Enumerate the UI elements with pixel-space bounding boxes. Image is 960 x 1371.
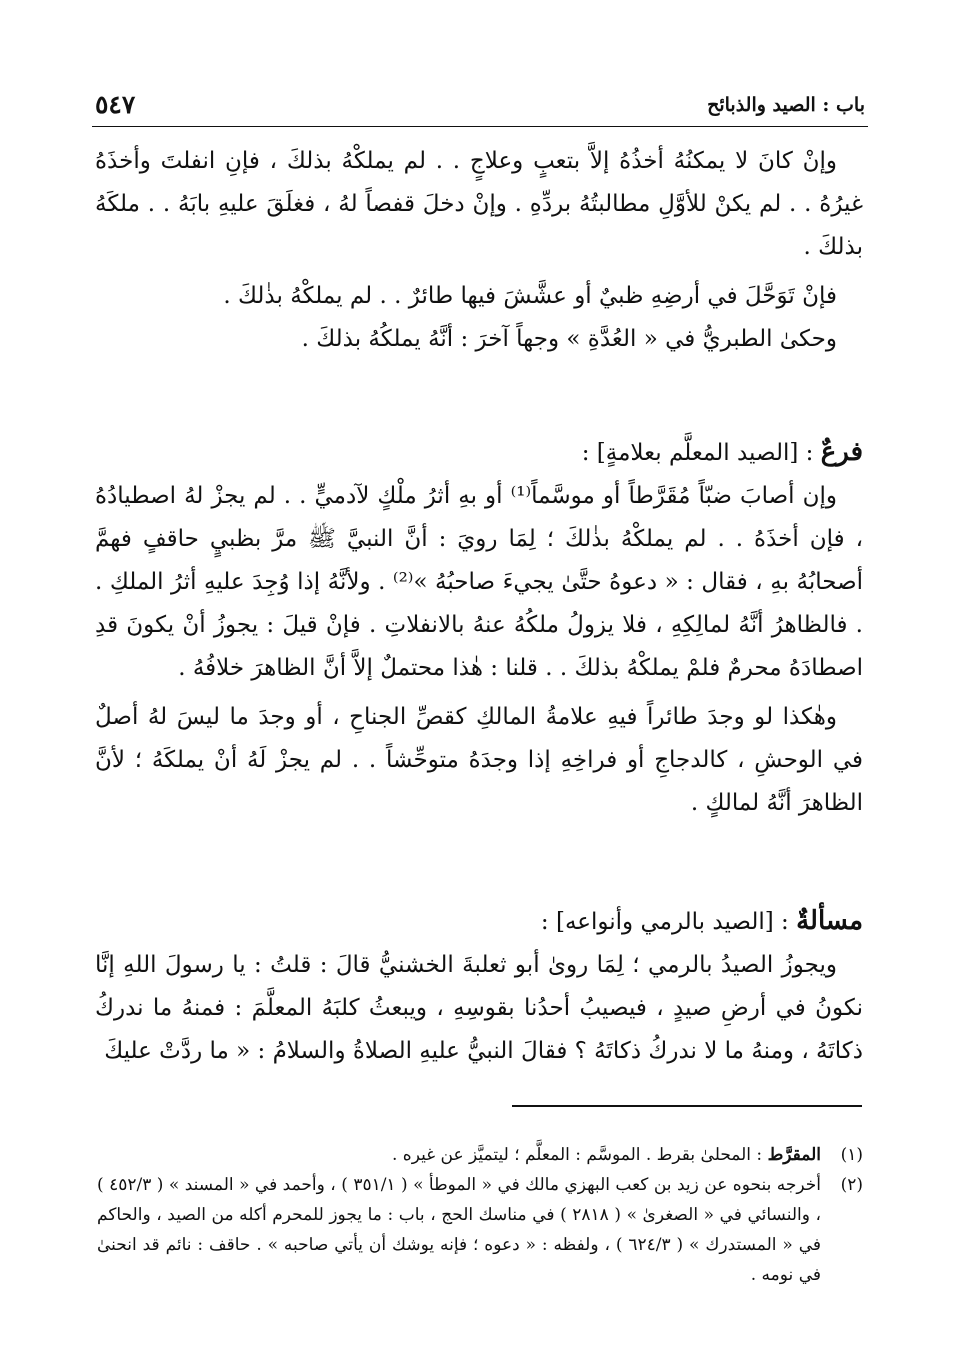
heading-text: : [الصيد المعلَّم بعلامةٍ] :	[581, 440, 821, 466]
heading-keyword: فرعٌ	[820, 437, 863, 467]
footnote-body: أخرجه بنحوه عن زيد بن كعب البهزي مالك في « الموطأ » ( ٣٥١/١ ) ، وأحمد في « المسند » ( ٤٥٢/٣ ) ، والنسائي في « الصغرىٰ » ( ٢٨١٨ ) في مناسك الحج ، باب : ما يجوز للمحرم أكله من الصيد ، والحاكم في « المستدرك » ( ٦٢٤/٣ ) ، ولفظه : « دعوه ؛ فإنه يوشك أن يأتي صاحبه » . حاقف : نائم قد انحنىٰ في نومه .	[97, 1175, 822, 1285]
paragraph: وهٰكذا لو وجدَ طائراً فيهِ علامةُ المالكِ كقصِّ الجناحِ ، أو وجدَ ما ليسَ لهُ أصلٌ في الوحشِ ، كالدجاجِ أو فراخِهِ إذا وجدَهُ متوحِّشاً . . لم يجزْ لَهُ أنْ يملكَهُ ؛ لأنَّ الظاهرَ أنَّهُ لمالكٍ .	[95, 704, 863, 816]
section-heading	[95, 431, 863, 475]
heading-keyword: مسألةٌ	[796, 906, 863, 936]
footnote-number: (٢)	[840, 1175, 863, 1195]
page-number: ٥٤٧	[95, 90, 136, 119]
footnotes	[97, 1140, 863, 1290]
section-branch	[95, 431, 863, 825]
section-ownership	[95, 140, 863, 361]
running-header	[95, 90, 865, 122]
footnote-text	[97, 1170, 821, 1290]
footnote-body: : المحلىٰ بقرط . الموسَّم : المعلَّم ؛ ليتميَّز عن غيره .	[392, 1145, 768, 1165]
footnote-divider	[512, 1105, 862, 1107]
chapter-title: باب : الصيد والذبائح	[707, 94, 865, 116]
section-heading	[95, 900, 863, 944]
header-divider	[92, 126, 868, 127]
paragraph: وإنْ كانَ لا يمكنُهُ أخذُهُ إلاَّ بتعبٍ وعلاجٍ . . لم يملكْهُ بذلكَ ، فإنِ انفلتَ وأخذَهُ غيرُهُ . . لم يكنْ للأوَّلِ مطالبتُهُ بردِّهِ . وإنْ دخلَ قفصاً لهُ ، فغلَقَ عليهِ بابَهُ . . ملكَهُ بذلكَ .	[95, 148, 863, 260]
footnote-number: (١)	[840, 1145, 863, 1165]
paragraph: وحكىٰ الطبريُّ في « العُدَّةِ » وجهاً آخرَ : أنَّهُ يملكُهُ بذلكَ .	[301, 326, 837, 352]
section-issue	[95, 900, 863, 1073]
footnote	[97, 1140, 863, 1170]
paragraph: ويجوزُ الصيدُ بالرمي ؛ لِمَا روىٰ أبو ثعلبةَ الخشنيُّ قالَ : قلتُ : يا رسولَ اللهِ إنَّا نكونُ في أرضِ صيدٍ ، فيصيبُ أحدُنا بقوسِهِ ، ويبعثُ كلبَهُ المعلَّمَ : فمنهُ ما ندركُ ذكاتَهُ ، ومنهُ ما لا ندركُ ذكاتَهُ ؟ فقالَ النبيُّ عليهِ الصلاةُ والسلامُ : « ما ردَّتْ عليكَ	[95, 952, 863, 1064]
paragraph: فإنْ تَوَحَّلَ في أرضِهِ ظبيٌ أو عشَّشَ فيها طائرٌ . . لم يملكْهُ بذٰلكَ .	[223, 283, 837, 309]
heading-text: : [الصيد بالرمي وأنواعه] :	[540, 909, 797, 935]
paragraph: وإن أصابَ ضبّاً مُقَرَّطاً أو موسَّماً⁽¹⁾ أو بهِ أثرُ ملْكٍ لآدميٍّ . . لم يجزْ لهُ اصطيادُهُ ، فإن أخذَهُ . . لم يملكْهُ بذٰلكَ ؛ لِمَا رويَ : أنَّ النبيَّ ﷺ مرَّ بظبيٍ حاقفٍ فهمَّ أصحابُهُ بهِ ، فقال : « دعوهُ حتَّىٰ يجيءَ صاحبُهُ »⁽²⁾ . ولأنَّهُ إذا وُجِدَ عليهِ أثرُ الملكِ . . فالظاهرُ أنَّهُ لمالِكِهِ ، فلا يزولُ ملكُهُ عنهُ بالانفلاتِ . فإنْ قيلَ : يجوزُ أنْ يكونَ قدِ اصطادَهُ محرمٌ فلمْ يملكْهُ بذلكَ . . قلنا : هٰذا محتملٌ إلاَّ أنَّ الظاهرَ خلافُهُ .	[95, 483, 863, 681]
footnote	[97, 1170, 863, 1290]
footnote-term: المقرَّط	[767, 1145, 821, 1165]
footnote-text	[97, 1140, 821, 1170]
